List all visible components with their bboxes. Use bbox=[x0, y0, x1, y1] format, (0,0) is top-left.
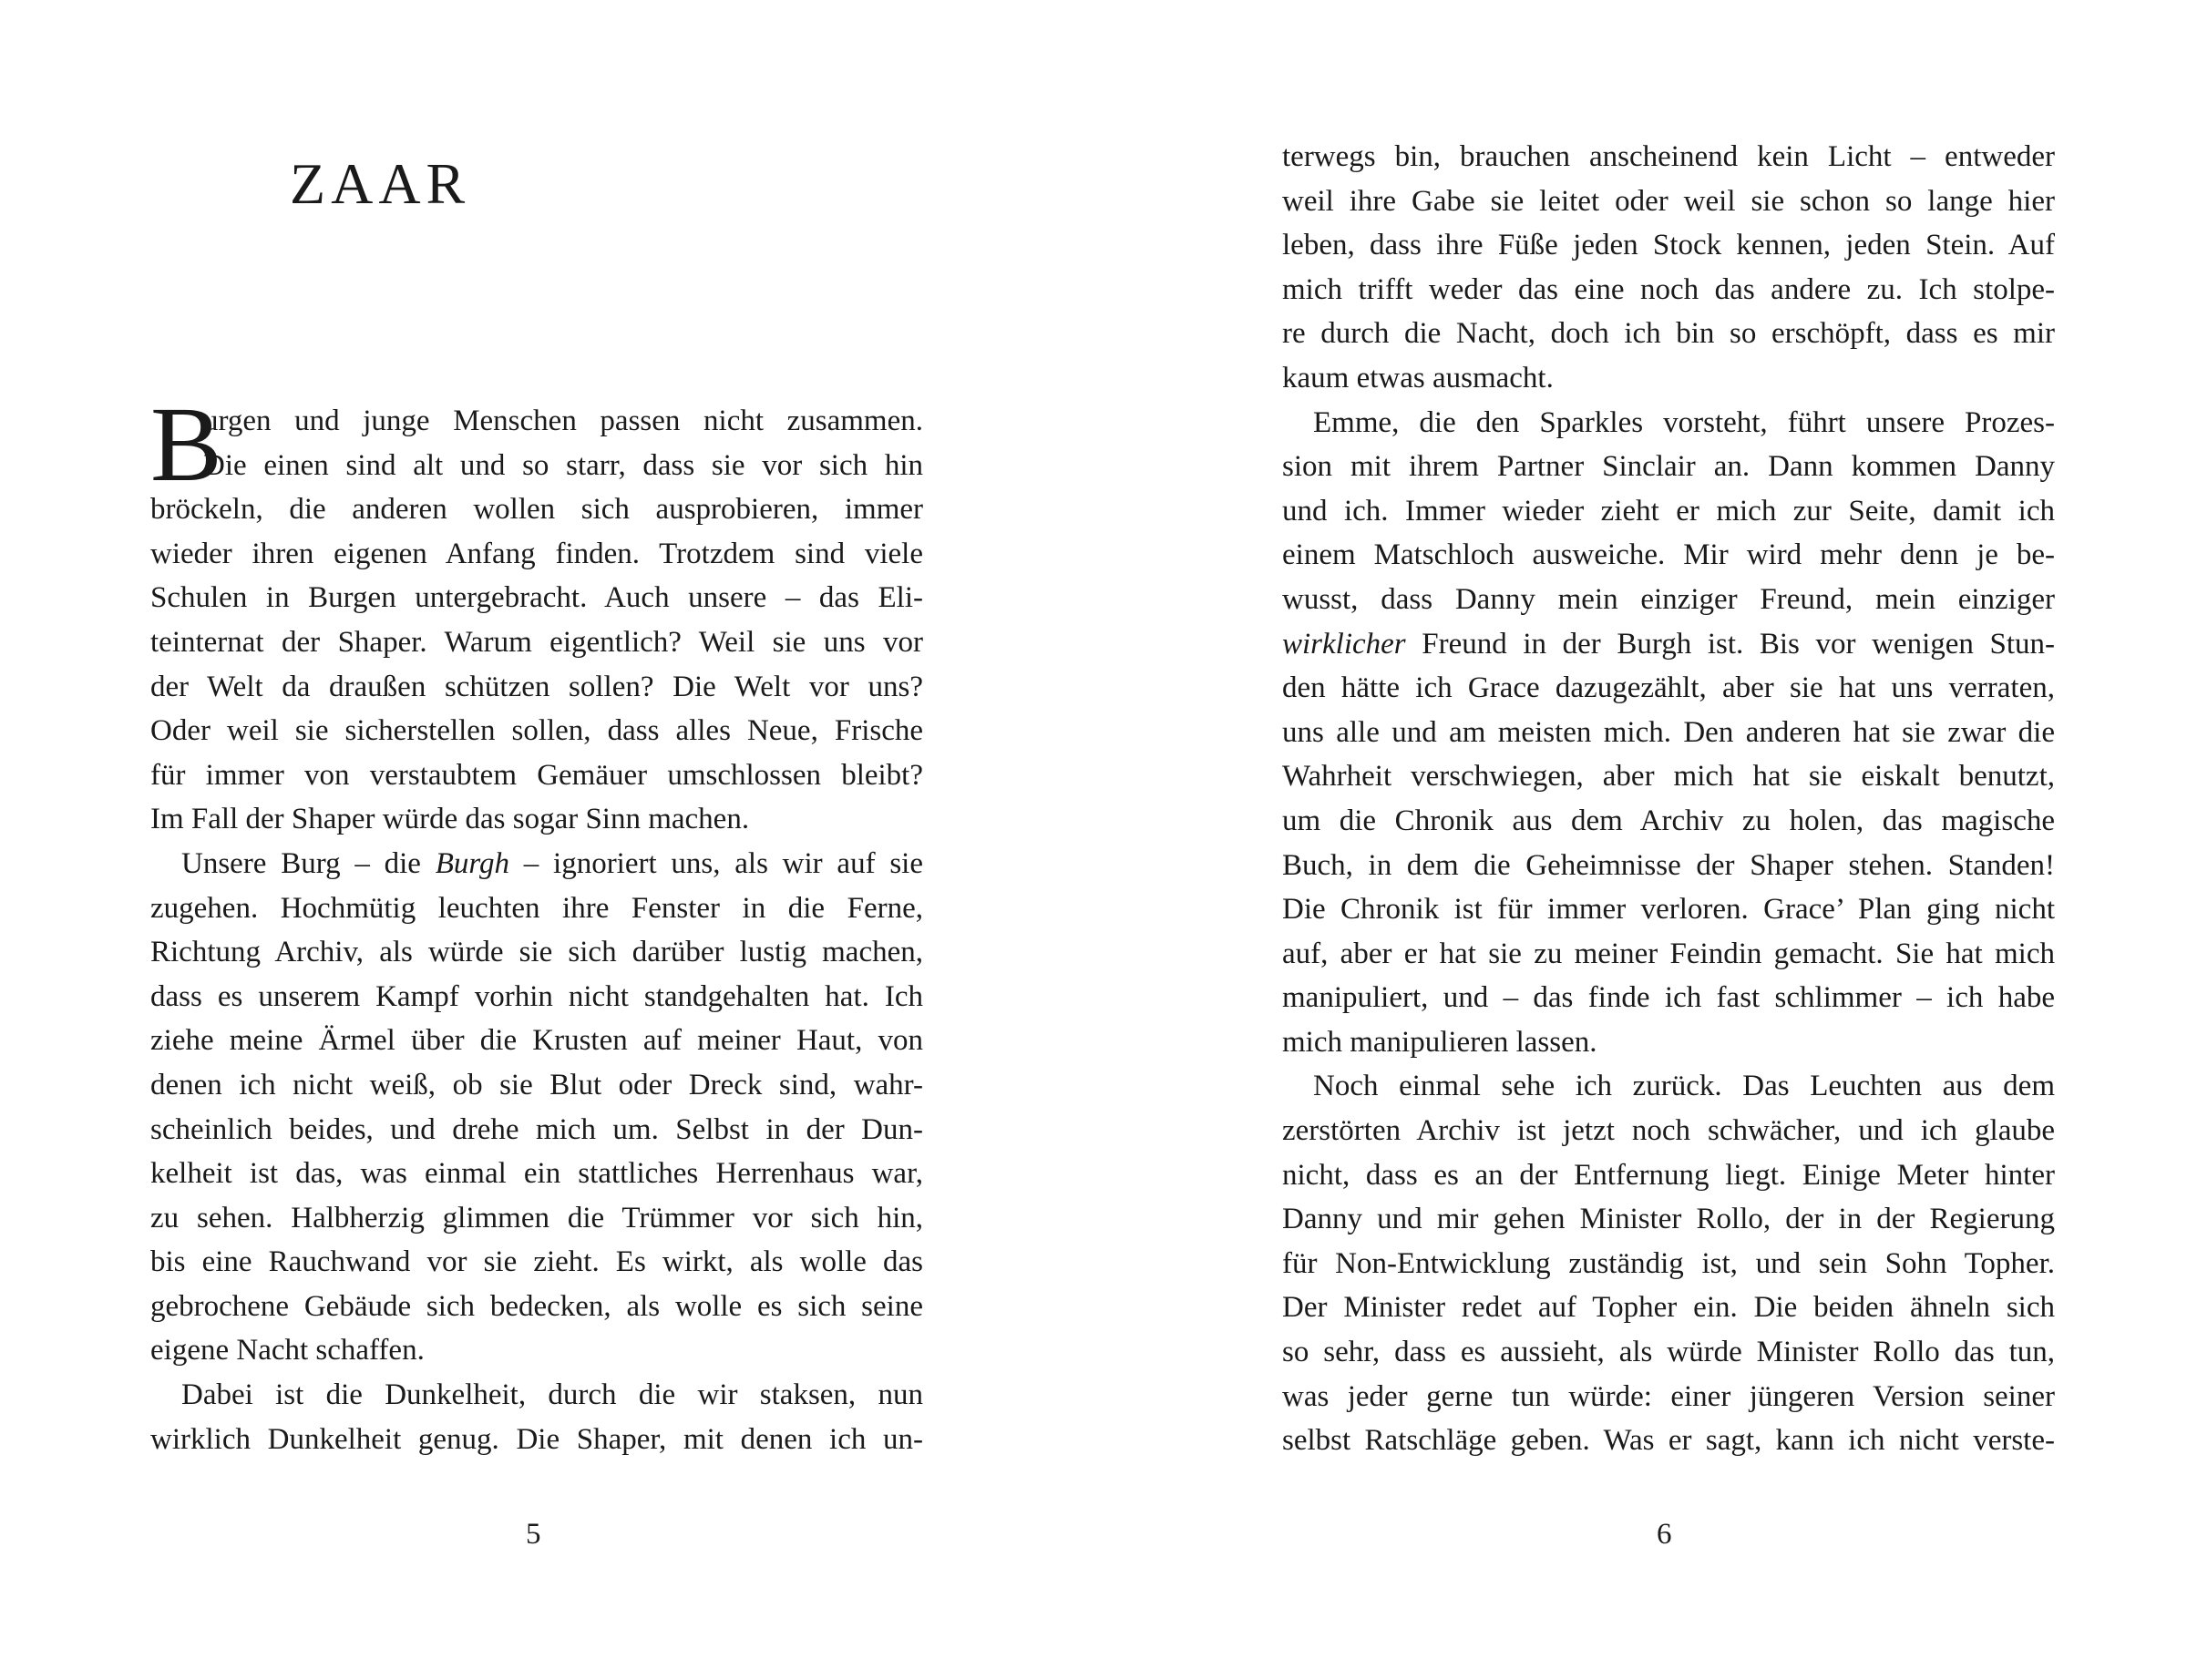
text-line: gebrochene Gebäude sich bedecken, als wolle es sich seine bbox=[150, 1289, 923, 1323]
text-line bbox=[1282, 622, 2055, 667]
text-line: leben, dass ihre Füße jeden Stock kennen, jeden Stein. Auf bbox=[1282, 229, 2055, 262]
text-line: scheinlich beides, und drehe mich um. Selbst in der Dun- bbox=[150, 1112, 923, 1146]
text-line: Die einen sind alt und so starr, dass sie vor sich hin bbox=[203, 448, 923, 482]
text-line: teinternat der Shaper. Warum eigentlich? Weil sie uns vor bbox=[150, 625, 923, 659]
text-line: manipuliert, und – das finde ich fast schlimmer – ich habe bbox=[1282, 981, 2055, 1015]
chapter-title: ZAAR bbox=[290, 151, 471, 216]
text-line: kaum etwas ausmacht. bbox=[1282, 361, 1554, 394]
text-line: wusst, dass Danny mein einziger Freund, mein einziger bbox=[1282, 582, 2055, 616]
text-line: zu sehen. Halbherzig glimmen die Trümmer vor sich hin, bbox=[150, 1201, 923, 1234]
right-page bbox=[1094, 0, 2187, 1680]
text-line: kelheit ist das, was einmal ein stattliches Herrenhaus war, bbox=[150, 1157, 923, 1191]
text-line: für Non-Entwicklung zuständig ist, und sein Sohn Topher. bbox=[1282, 1246, 2055, 1280]
text-line: Oder weil sie sicherstellen sollen, dass alles Neue, Frische bbox=[150, 714, 923, 748]
text-segment: Unsere Burg – die bbox=[181, 846, 436, 880]
text-line: zugehen. Hochmütig leuchten ihre Fenster in die Ferne, bbox=[150, 891, 923, 925]
text-line-content: urgen und junge Menschen passen nicht zusammen. bbox=[203, 405, 923, 437]
left-page-body bbox=[150, 384, 923, 1461]
text-line: re durch die Nacht, doch ich bin so erschöpft, dass es mir bbox=[1282, 317, 2055, 351]
text-line: Wahrheit verschwiegen, aber mich hat sie eiskalt benutzt, bbox=[1282, 760, 2055, 794]
text-line: Schulen in Burgen untergebracht. Auch unsere – das Eli- bbox=[150, 581, 923, 615]
text-line: denen ich nicht weiß, ob sie Blut oder Dreck sind, wahr- bbox=[150, 1068, 923, 1101]
text-line: wirklich Dunkelheit genug. Die Shaper, mit denen ich un- bbox=[150, 1422, 923, 1456]
text-line: dass es unserem Kampf vorhin nicht standgehalten hat. Ich bbox=[150, 979, 923, 1013]
text-line: den hätte ich Grace dazugezählt, aber sie hat uns verraten, bbox=[1282, 671, 2055, 705]
text-line: Danny und mir gehen Minister Rollo, der in der Regierung bbox=[1282, 1203, 2055, 1236]
text-line: Dabei ist die Dunkelheit, durch die wir staksen, nun bbox=[181, 1378, 923, 1412]
text-line: der Welt da draußen schützen sollen? Die Welt vor uns? bbox=[150, 670, 923, 703]
text-segment: Freund in der Burgh ist. Bis vor wenigen Stun- bbox=[1405, 627, 2055, 661]
text-line: Im Fall der Shaper würde das sogar Sinn machen. bbox=[150, 803, 750, 836]
italic-text: wirklicher bbox=[1282, 627, 1406, 661]
text-line: was jeder gerne tun würde: einer jüngeren Version seiner bbox=[1282, 1379, 2055, 1413]
text-line: Richtung Archiv, als würde sie sich darüber lustig machen, bbox=[150, 936, 923, 969]
text-line: nicht, dass es an der Entfernung liegt. Einige Meter hinter bbox=[1282, 1158, 2055, 1192]
text-line: Buch, in dem die Geheimnisse der Shaper stehen. Standen! bbox=[1282, 848, 2055, 882]
text-line: und ich. Immer wieder zieht er mich zur Seite, damit ich bbox=[1282, 494, 2055, 528]
text-line: auf, aber er hat sie zu meiner Feindin gemacht. Sie hat mich bbox=[1282, 937, 2055, 970]
right-page-body bbox=[1282, 135, 2055, 1463]
text-line: ziehe meine Ärmel über die Krusten auf meiner Haut, von bbox=[150, 1024, 923, 1058]
text-line: bröckeln, die anderen wollen sich ausprobieren, immer bbox=[150, 493, 923, 527]
drop-cap: B bbox=[150, 384, 222, 504]
page-number: 5 bbox=[526, 1518, 541, 1551]
text-line: um die Chronik aus dem Archiv zu holen, das magische bbox=[1282, 804, 2055, 837]
text-line: selbst Ratschläge geben. Was er sagt, kann ich nicht verste- bbox=[1282, 1424, 2055, 1458]
text-line: uns alle und am meisten mich. Den anderen hat sie zwar die bbox=[1282, 715, 2055, 749]
text-line: eigene Nacht schaffen. bbox=[150, 1334, 425, 1368]
text-line: Emme, die den Sparkles vorsteht, führt unsere Prozes- bbox=[1313, 405, 2055, 439]
text-line: bis eine Rauchwand vor sie zieht. Es wirkt, als wolle das bbox=[150, 1245, 923, 1279]
text-line: mich manipulieren lassen. bbox=[1282, 1025, 1597, 1059]
italic-text: Burgh bbox=[435, 846, 509, 880]
text-line: Noch einmal sehe ich zurück. Das Leuchten aus dem bbox=[1313, 1070, 2055, 1103]
page-number: 6 bbox=[1657, 1518, 1672, 1551]
text-line: sion mit ihrem Partner Sinclair an. Dann kommen Danny bbox=[1282, 450, 2055, 484]
text-line: mich trifft weder das eine noch das andere zu. Ich stolpe- bbox=[1282, 272, 2055, 306]
text-line: terwegs bin, brauchen anscheinend kein Licht – entweder bbox=[1282, 140, 2055, 173]
text-line: weil ihre Gabe sie leitet oder weil sie schon so lange hier bbox=[1282, 184, 2055, 218]
text-line: einem Matschloch ausweiche. Mir wird mehr denn je be- bbox=[1282, 538, 2055, 572]
text-line: wieder ihren eigenen Anfang finden. Trotzdem sind viele bbox=[150, 537, 923, 570]
text-line: für immer von verstaubtem Gemäuer umschlossen bleibt? bbox=[150, 758, 923, 792]
text-line: so sehr, dass es aussieht, als würde Minister Rollo das tun, bbox=[1282, 1336, 2055, 1369]
text-line bbox=[150, 842, 923, 886]
text-line: Die Chronik ist für immer verloren. Grace’ Plan ging nicht bbox=[1282, 893, 2055, 927]
text-line: zerstörten Archiv ist jetzt noch schwächer, und ich glaube bbox=[1282, 1114, 2055, 1148]
text-line: Der Minister redet auf Topher ein. Die beiden ähneln sich bbox=[1282, 1291, 2055, 1325]
text-segment: – ignoriert uns, als wir auf sie bbox=[509, 846, 923, 880]
